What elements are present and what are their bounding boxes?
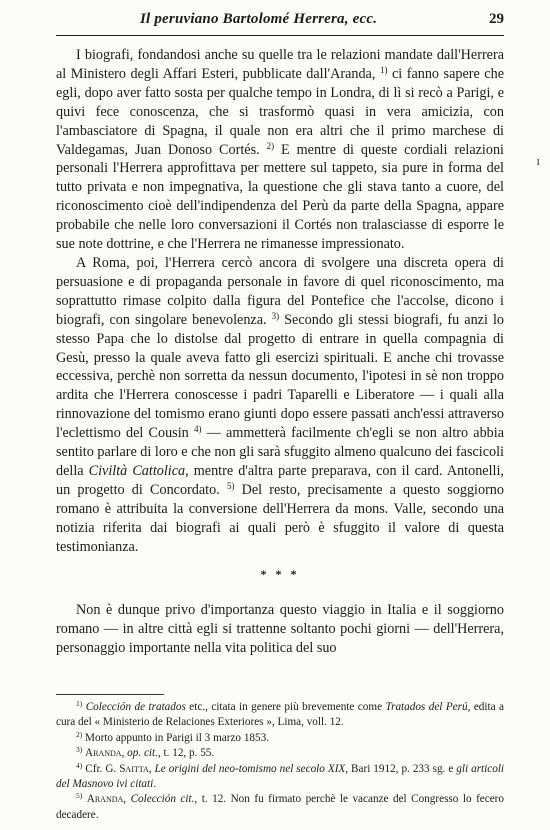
running-header — [56, 9, 504, 33]
paragraph-text: Non è dunque privo d'importanza questo viaggio in Italia e il soggiorno romano — in altre città egli si trattenne soltanto pochi giorni — dell'Herrera, personaggio importante nella vita politica del suo — [56, 602, 504, 657]
section-separator: * * * — [260, 567, 300, 582]
footnote-ref: 1) — [379, 64, 388, 75]
footnote-rule — [56, 694, 164, 695]
footnote-author: Aranda — [85, 747, 122, 760]
footnote-text: , t. 12, p. 55. — [157, 747, 215, 760]
paragraph-text: Secondo gli stessi biografi, fu anzi lo stesso Papa che lo distolse dal progetto di entrare in quella compagnia di Gesù, presso la quale aveva fatto gli esercizi spirituali. E anche chi trovasse eccessiva, perchè non sorretta da nessun documento, l'ipotesi in sè non troppo ardita che l'Herrera conoscesse i padri Taparelli e Liberatore — i quali alla rinnovazione del tomismo erano giunti dopo essere passati anch'essi attraverso l'eclettismo del Cousin — [56, 311, 504, 442]
footnote-text: Morto appunto in Parigi il 3 marzo 1853. — [85, 731, 269, 744]
page-number: 29 — [489, 11, 504, 27]
running-title: Il peruviano Bartolomé Herrera, ecc. — [140, 11, 378, 27]
header-rule — [56, 35, 504, 36]
footnote-ref: 2) — [266, 140, 275, 151]
footnote-ref: 4) — [193, 424, 202, 435]
footnote-ref: 3) — [271, 310, 280, 321]
footnote-text: , — [121, 747, 128, 760]
footnote-ref: 5) — [226, 480, 235, 491]
footnotes — [56, 700, 504, 823]
footnote-italic: gli articoli del Masnovo ivi citati — [56, 762, 505, 791]
main-text — [56, 46, 504, 658]
footnote-4 — [56, 762, 504, 793]
footnote-text: , — [123, 793, 131, 806]
footnote-text: , Bari 1912, p. 233 sg. e — [345, 762, 457, 775]
footnote-text: , edita a cura del « Ministerio de Relaciones Exteriores », Lima, voll. 12. — [56, 701, 504, 729]
footnote-author: Saitta — [119, 762, 149, 775]
margin-mark: ı — [536, 153, 540, 168]
footnote-italic: Tratados del Perú — [385, 701, 468, 713]
footnote-text: . — [153, 778, 157, 791]
footnote-2 — [56, 731, 504, 746]
paragraph-text: A Roma, poi, l'Herrera cercò ancora di svolgere una discreta opera di persuasione e di propaganda personale in favore di quel riconoscimento, ma soprattutto rimase colpito dalla figura del Pontefice che l'accolse, dicono i biografi, con singolare benevolenza. — [56, 254, 504, 328]
footnote-number: 5) — [76, 791, 83, 801]
footnote-text: etc., citata in genere più brevemente come — [185, 701, 386, 713]
paragraph-1 — [56, 46, 504, 254]
footnote-italic: Colección cit. — [130, 793, 195, 806]
footnote-number: 2) — [76, 729, 83, 739]
footnote-author: Aranda — [86, 793, 124, 806]
paragraph-3 — [56, 601, 504, 658]
footnote-italic: Colección de tratados — [85, 701, 186, 713]
footnote-5 — [56, 792, 504, 823]
footnote-text: , t. 12. Non fu firmato perchè le vacanze del Congresso lo fecero decadere. — [56, 793, 505, 821]
footnote-italic: Le origini del neo-tomismo nel secolo XIX — [154, 762, 346, 775]
footnote-italic: op. cit. — [127, 747, 158, 760]
paragraph-text: ci fanno sapere che egli, dopo aver fatto sosta per qualche tempo in Londra, di lì si recò a Parigi, e quivi fece conoscenza, che si trasformò quasi in vera amicizia, con l'ambasciatore di Spagna, il quale non era altri che il primo marchese di Valdegamas, Juan Donoso Cortés. — [56, 65, 504, 158]
paragraph-text: , mentre d'altra parte preparava, con il card. Antonelli, un progetto di Concordato. — [56, 462, 504, 498]
footnote-text: Cfr. G. — [85, 762, 120, 775]
footnote-1 — [56, 700, 504, 731]
footnote-number: 3) — [76, 745, 83, 755]
footnote-3 — [56, 746, 504, 761]
paragraph-2 — [56, 254, 504, 557]
journal-title: Civiltà Cattolica — [88, 462, 186, 479]
paragraph-text: Del resto, precisamente a questo soggiorno romano è attribuita la conversione dell'Herrera da mons. Valle, secondo una notizia riferita dai biografi ai quali però è sfuggito il valore di questa testimonianza. — [56, 481, 504, 555]
paragraph-text: — ammetterà facilmente ch'egli se non altro abbia sentito parlare di loro e che non gli sarà sfuggito almeno qualcuno dei fascicoli della — [56, 425, 504, 479]
footnote-number: 1) — [76, 699, 83, 708]
paragraph-text: I biografi, fondandosi anche su quelle tra le relazioni mandate dall'Herrera al Ministero degli Affari Esteri, pubblicate dall'Aranda, — [56, 47, 504, 82]
paragraph-text: E mentre di queste cordiali relazioni personali l'Herrera approfittava per mettere sul tappeto, sia pure in forma del tutto privata e non impegnativa, la questione che gli stava tanto a cuore, del riconoscimento cioè dell'indipendenza del Perù da parte della Spagna, appare probabile che nelle loro conversazioni il Cortés non tralasciasse di esporre le sue note dottrine, e che l'Herrera ne rimanesse impressionato. — [56, 141, 504, 253]
footnote-number: 4) — [76, 760, 83, 770]
footnote-text: , — [148, 762, 155, 775]
